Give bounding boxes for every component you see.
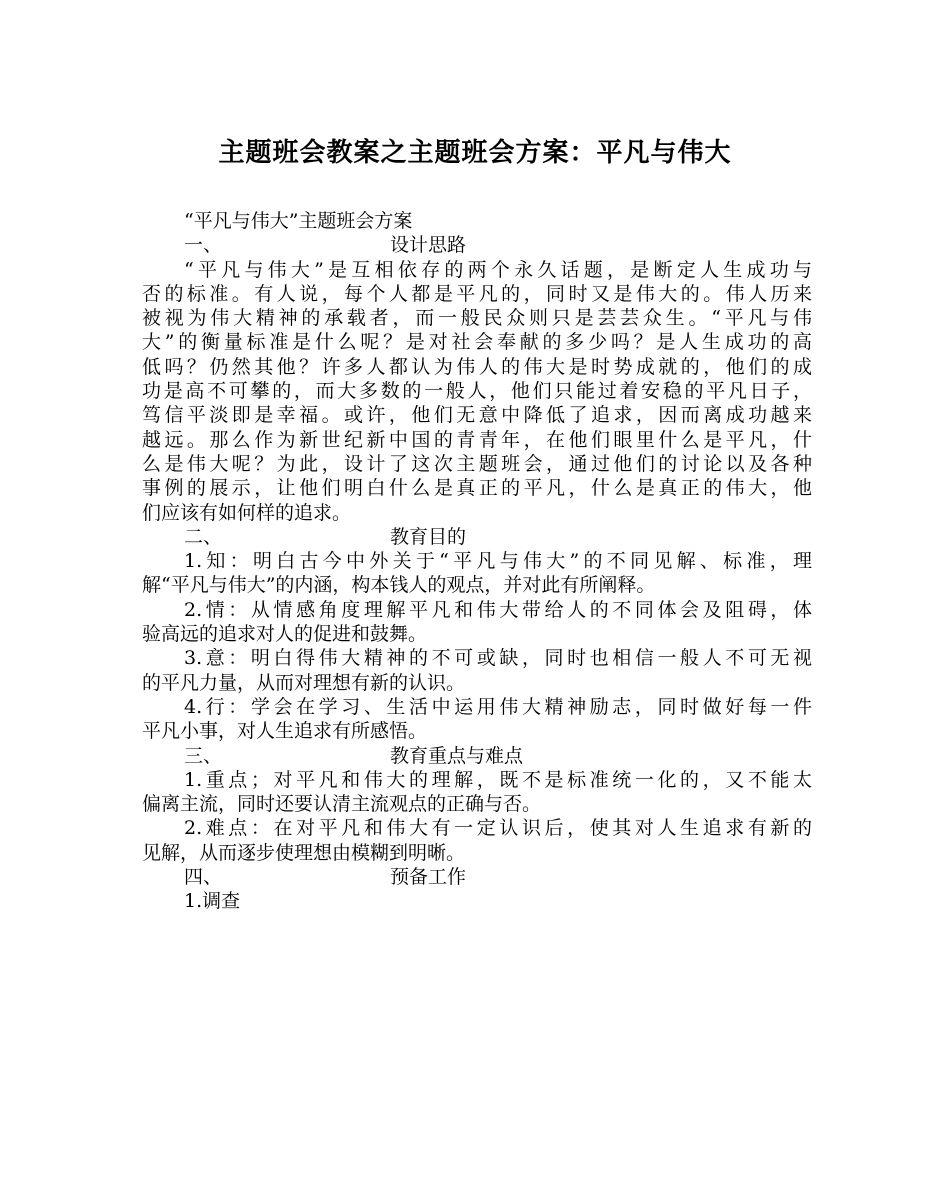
paragraph-line: 低吗？仍然其他？许多人都认为伟人的伟大是时势成就的，他们的成 (142, 355, 812, 378)
section-number: 二、 (184, 525, 223, 548)
section-number: 四、 (184, 866, 223, 889)
section-heading-text: 教育重点与难点 (390, 744, 524, 767)
document-subtitle: “平凡与伟大”主题班会方案 (184, 210, 413, 232)
section-number: 三、 (184, 744, 223, 767)
document-title: 主题班会教案之主题班会方案：平凡与伟大 (218, 138, 732, 168)
document-body (142, 209, 812, 914)
section-number: 一、 (184, 234, 223, 257)
paragraph-line: 3.意：明白得伟大精神的不可或缺，同时也相信一般人不可无视 (184, 647, 812, 670)
paragraph-line: 2.情：从情感角度理解平凡和伟大带给人的不同体会及阻碍，体 (184, 598, 812, 621)
paragraph-line: “平凡与伟大”是互相依存的两个永久话题，是断定人生成功与 (184, 258, 812, 281)
paragraph-line: 见解，从而逐步使理想由模糊到明晰。 (142, 841, 466, 864)
section-heading-text: 教育目的 (390, 525, 467, 548)
paragraph-line: 们应该有如何样的追求。 (142, 501, 352, 524)
paragraph-line: 么是伟大呢？为此，设计了这次主题班会，通过他们的讨论以及各种 (142, 452, 812, 475)
paragraph-line: 否的标准。有人说，每个人都是平凡的，同时又是伟大的。伟人历来 (142, 282, 812, 305)
paragraph-line: 4.行：学会在学习、生活中运用伟大精神励志，同时做好每一件 (184, 695, 812, 718)
paragraph-line: 1.重点；对平凡和伟大的理解，既不是标准统一化的，又不能太 (184, 768, 812, 791)
paragraph-line: 1.调查 (184, 890, 241, 913)
section-heading (142, 233, 812, 257)
paragraph-line: 解“平凡与伟大”的内涵，构本钱人的观点，并对此有所阐释。 (142, 574, 656, 597)
paragraph-line: 平凡小事，对人生追求有所感悟。 (142, 720, 428, 743)
paragraph-line: 的平凡力量，从而对理想有新的认识。 (142, 671, 466, 694)
paragraph-line: 事例的展示，让他们明白什么是真正的平凡，什么是真正的伟大，他 (142, 477, 812, 500)
paragraph-line: 功是高不可攀的，而大多数的一般人，他们只能过着安稳的平凡日子， (142, 380, 812, 403)
paragraph-line: 越远。那么作为新世纪新中国的青青年，在他们眼里什么是平凡，什 (142, 428, 812, 451)
section-heading-text: 预备工作 (390, 866, 467, 889)
paragraph-line: 被视为伟大精神的承载者，而一般民众则只是芸芸众生。“平凡与伟 (142, 307, 812, 330)
paragraph-line: 1.知：明白古今中外关于“平凡与伟大”的不同见解、标准，理 (184, 550, 812, 573)
paragraph-line: 偏离主流，同时还要认清主流观点的正确与否。 (142, 793, 542, 816)
paragraph-line: 验高远的追求对人的促进和鼓舞。 (142, 623, 428, 646)
section-heading-text: 设计思路 (390, 234, 467, 257)
section-heading (142, 865, 812, 889)
paragraph-line: 2.难点：在对平凡和伟大有一定认识后，使其对人生追求有新的 (184, 817, 812, 840)
paragraph-line: 大”的衡量标准是什么呢？是对社会奉献的多少吗？是人生成功的高 (142, 331, 812, 354)
section-heading (142, 525, 812, 549)
paragraph-line: 笃信平淡即是幸福。或许，他们无意中降低了追求，因而离成功越来 (142, 404, 812, 427)
section-heading (142, 744, 812, 768)
